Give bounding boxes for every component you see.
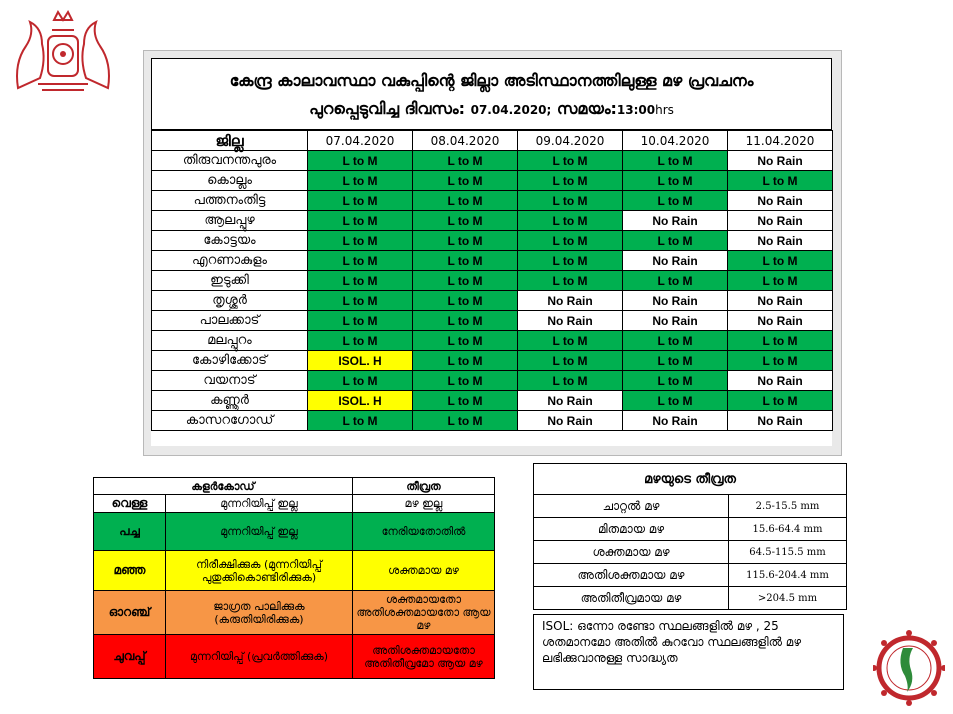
forecast-cell: L to M: [728, 171, 833, 191]
published-label: പുറപ്പെടുവിച്ച ദിവസം:: [309, 99, 466, 118]
rain-intensity-row: [534, 564, 847, 587]
forecast-cell: No Rain: [728, 211, 833, 231]
forecast-cell: L to M: [308, 311, 413, 331]
forecast-title-box: [151, 58, 832, 130]
district-name: കൊല്ലം: [152, 171, 308, 191]
forecast-row: [152, 291, 833, 311]
forecast-cell: L to M: [728, 391, 833, 411]
forecast-cell: L to M: [308, 411, 413, 431]
date-header: 09.04.2020: [518, 131, 623, 151]
district-name: കോട്ടയം: [152, 231, 308, 251]
rain-intensity-row: [534, 495, 847, 518]
forecast-cell: L to M: [518, 151, 623, 171]
warning-text: മുന്നറിയിപ്പ് ഇല്ല: [166, 495, 353, 513]
forecast-cell: L to M: [623, 371, 728, 391]
rain-intensity-header-row: [534, 464, 847, 495]
forecast-row: [152, 271, 833, 291]
forecast-cell: L to M: [308, 191, 413, 211]
forecast-cell: L to M: [308, 151, 413, 171]
forecast-row: [152, 231, 833, 251]
forecast-cell: L to M: [518, 211, 623, 231]
forecast-row: [152, 351, 833, 371]
colour-code-header: കളർകോഡ്: [94, 478, 353, 495]
district-name: കാസറഗോഡ്: [152, 411, 308, 431]
forecast-row: [152, 191, 833, 211]
colour-name: വെള്ള: [94, 495, 166, 513]
forecast-cell: L to M: [308, 271, 413, 291]
forecast-cell: No Rain: [518, 311, 623, 331]
forecast-cell: No Rain: [518, 391, 623, 411]
forecast-row: [152, 371, 833, 391]
forecast-cell: No Rain: [728, 371, 833, 391]
forecast-cell: L to M: [413, 271, 518, 291]
time-unit: hrs: [655, 103, 674, 117]
district-name: കോഴിക്കോട്: [152, 351, 308, 371]
warning-text: ജാഗ്രത പാലിക്കുക (കരുതിയിരിക്കുക): [166, 591, 353, 635]
rain-intensity-row: [534, 541, 847, 564]
forecast-cell: No Rain: [623, 251, 728, 271]
warning-text: മുന്നറിയിപ്പ് ഇല്ല: [166, 513, 353, 551]
rain-type: അതിശക്തമായ മഴ: [534, 564, 729, 587]
district-name: കണ്ണൂർ: [152, 391, 308, 411]
rain-type: മിതമായ മഴ: [534, 518, 729, 541]
forecast-cell: L to M: [623, 171, 728, 191]
forecast-cell: L to M: [623, 191, 728, 211]
district-name: പാലക്കാട്: [152, 311, 308, 331]
intensity-text: ശക്തമായതോ അതിശക്തമായതോ ആയ മഴ: [353, 591, 495, 635]
colour-code-row: [94, 591, 495, 635]
forecast-cell: L to M: [413, 351, 518, 371]
forecast-cell: No Rain: [623, 291, 728, 311]
time-label: സമയം:: [556, 99, 617, 118]
rain-range: >204.5 mm: [729, 587, 847, 610]
forecast-cell: L to M: [308, 251, 413, 271]
rain-intensity-table: [533, 463, 847, 610]
time-value: 13:00: [616, 103, 656, 117]
intensity-text: മഴ ഇല്ല: [353, 495, 495, 513]
forecast-cell: L to M: [518, 351, 623, 371]
forecast-cell: No Rain: [623, 411, 728, 431]
forecast-cell: No Rain: [728, 231, 833, 251]
forecast-cell: No Rain: [728, 311, 833, 331]
forecast-cell: L to M: [413, 191, 518, 211]
rain-intensity-header: മഴയുടെ തീവ്രത: [534, 464, 847, 495]
forecast-panel: [151, 58, 832, 446]
colour-code-row: [94, 551, 495, 591]
rain-type: ചാറ്റൽ മഴ: [534, 495, 729, 518]
date-header: 07.04.2020: [308, 131, 413, 151]
forecast-cell: L to M: [518, 331, 623, 351]
forecast-row: [152, 411, 833, 431]
forecast-cell: L to M: [308, 291, 413, 311]
rain-intensity-row: [534, 587, 847, 610]
forecast-cell: L to M: [413, 231, 518, 251]
forecast-cell: L to M: [413, 171, 518, 191]
forecast-cell: L to M: [308, 231, 413, 251]
rain-range: 2.5-15.5 mm: [729, 495, 847, 518]
forecast-cell: L to M: [518, 271, 623, 291]
colour-code-row: [94, 513, 495, 551]
forecast-cell: No Rain: [728, 191, 833, 211]
forecast-title: കേന്ദ്ര കാലാവസ്ഥാ വകുപ്പിന്റെ ജില്ലാ അടിസ്ഥാനത്തിലുള്ള മഴ പ്രവചനം: [229, 71, 754, 90]
forecast-cell: L to M: [623, 351, 728, 371]
forecast-cell: L to M: [728, 251, 833, 271]
forecast-row: [152, 251, 833, 271]
rain-range: 15.6-64.4 mm: [729, 518, 847, 541]
district-name: പത്തനംതിട്ട: [152, 191, 308, 211]
district-name: എറണാകുളം: [152, 251, 308, 271]
forecast-cell: L to M: [518, 231, 623, 251]
intensity-text: ശക്തമായ മഴ: [353, 551, 495, 591]
ksdma-logo: [873, 630, 945, 708]
forecast-cell: ISOL. H: [308, 351, 413, 371]
date-header: 11.04.2020: [728, 131, 833, 151]
kerala-emblem-logo: [8, 8, 118, 96]
forecast-cell: L to M: [413, 151, 518, 171]
forecast-cell: No Rain: [623, 211, 728, 231]
colour-name: ഓറഞ്ച്: [94, 591, 166, 635]
forecast-cell: L to M: [728, 331, 833, 351]
forecast-cell: ISOL. H: [308, 391, 413, 411]
intensity-header: തീവ്രത: [353, 478, 495, 495]
forecast-subtitle: [152, 99, 831, 119]
date-header: 10.04.2020: [623, 131, 728, 151]
colour-code-table: [93, 477, 495, 679]
colour-name: പച്ച: [94, 513, 166, 551]
colour-code-row: [94, 635, 495, 679]
forecast-cell: L to M: [728, 271, 833, 291]
forecast-table: [151, 130, 833, 431]
rain-range: 115.6-204.4 mm: [729, 564, 847, 587]
forecast-cell: L to M: [518, 191, 623, 211]
forecast-cell: L to M: [728, 351, 833, 371]
intensity-text: നേരിയതോതിൽ: [353, 513, 495, 551]
colour-code-row: [94, 495, 495, 513]
forecast-cell: L to M: [413, 331, 518, 351]
district-name: ആലപ്പുഴ: [152, 211, 308, 231]
forecast-cell: L to M: [623, 391, 728, 411]
forecast-cell: L to M: [413, 251, 518, 271]
colour-name: മഞ്ഞ: [94, 551, 166, 591]
district-name: തൃശ്ശൂർ: [152, 291, 308, 311]
forecast-cell: L to M: [413, 411, 518, 431]
forecast-cell: L to M: [308, 211, 413, 231]
rain-range: 64.5-115.5 mm: [729, 541, 847, 564]
date-header: 08.04.2020: [413, 131, 518, 151]
rain-intensity-row: [534, 518, 847, 541]
colour-name: ചുവപ്പ്: [94, 635, 166, 679]
forecast-cell: L to M: [413, 291, 518, 311]
forecast-cell: L to M: [413, 211, 518, 231]
forecast-cell: No Rain: [728, 151, 833, 171]
forecast-row: [152, 151, 833, 171]
colour-code-header-row: [94, 478, 495, 495]
warning-text: നിരീക്ഷിക്കുക (മുന്നറിയിപ്പ് പുതുക്കികൊണ്ടിരിക്കുക): [166, 551, 353, 591]
forecast-row: [152, 211, 833, 231]
forecast-row: [152, 171, 833, 191]
district-name: വയനാട്: [152, 371, 308, 391]
forecast-cell: No Rain: [518, 411, 623, 431]
forecast-cell: L to M: [518, 171, 623, 191]
rain-type: ശക്തമായ മഴ: [534, 541, 729, 564]
district-name: തിരുവനന്തപുരം: [152, 151, 308, 171]
forecast-row: [152, 331, 833, 351]
forecast-cell: No Rain: [728, 291, 833, 311]
forecast-cell: L to M: [623, 231, 728, 251]
forecast-header-row: [152, 131, 833, 151]
district-name: ഇടുക്കി: [152, 271, 308, 291]
forecast-frame: [143, 50, 842, 456]
district-name: മലപ്പുറം: [152, 331, 308, 351]
forecast-cell: L to M: [413, 391, 518, 411]
isol-note: ISOL: ഒന്നോ രണ്ടോ സ്ഥലങ്ങളിൽ മഴ , 25 ശതമാനമോ അതിൽ കുറവോ സ്ഥലങ്ങളിൽ മഴ ലഭിക്കുവാനുള്ള സാദ്ധ്യത: [533, 614, 844, 690]
warning-text: മുന്നറിയിപ്പ് (പ്രവർത്തിക്കുക): [166, 635, 353, 679]
forecast-cell: No Rain: [518, 291, 623, 311]
forecast-cell: No Rain: [623, 311, 728, 331]
forecast-cell: No Rain: [728, 411, 833, 431]
forecast-cell: L to M: [413, 371, 518, 391]
forecast-cell: L to M: [518, 371, 623, 391]
rain-type: അതിതീവ്രമായ മഴ: [534, 587, 729, 610]
forecast-cell: L to M: [623, 331, 728, 351]
forecast-row: [152, 311, 833, 331]
published-date: 07.04.2020;: [470, 103, 552, 117]
forecast-cell: L to M: [308, 331, 413, 351]
forecast-cell: L to M: [623, 271, 728, 291]
forecast-cell: L to M: [308, 171, 413, 191]
forecast-cell: L to M: [623, 151, 728, 171]
forecast-row: [152, 391, 833, 411]
forecast-cell: L to M: [308, 371, 413, 391]
forecast-cell: L to M: [413, 311, 518, 331]
intensity-text: അതിശക്തമായതോ അതിതീവ്രമോ ആയ മഴ: [353, 635, 495, 679]
district-header: ജില്ല: [152, 131, 308, 151]
forecast-cell: L to M: [518, 251, 623, 271]
